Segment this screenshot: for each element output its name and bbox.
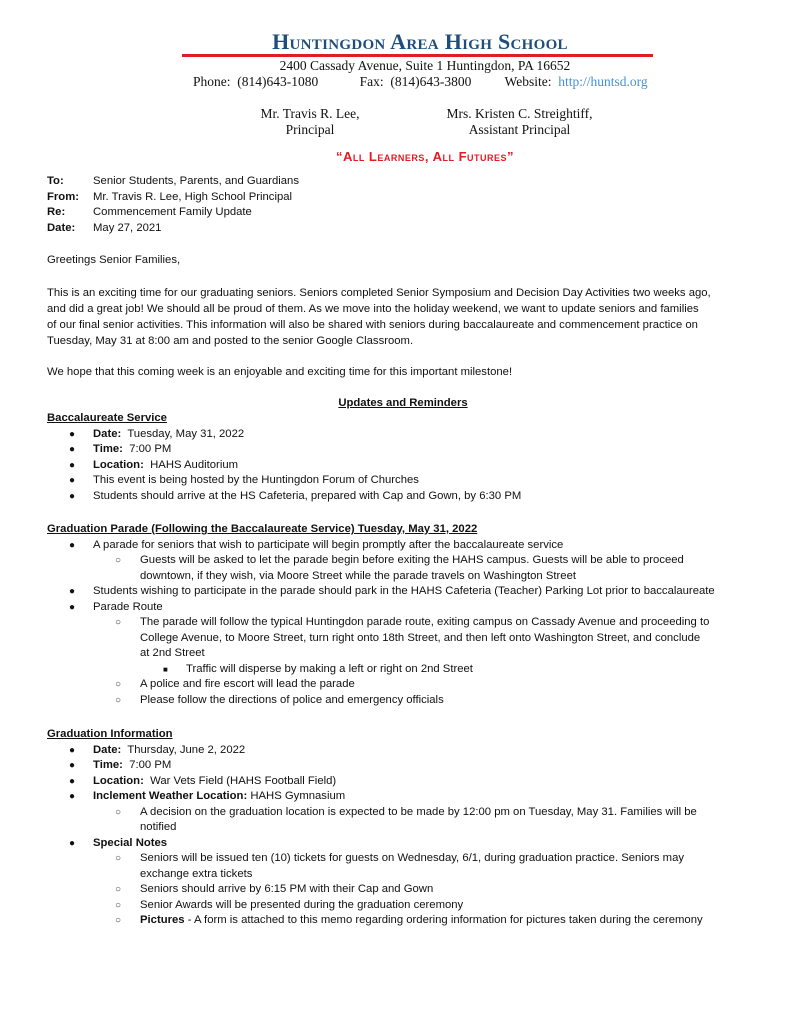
list-item: [47, 458, 767, 474]
parade-section: [47, 522, 767, 708]
school-motto: “All Learners, All Futures”: [335, 149, 515, 164]
closing-paragraph: We hope that this coming week is an enjoyable and exciting time for this important milestone!: [47, 366, 513, 378]
circle-bullet-icon: ○: [115, 884, 122, 895]
memo-from-row: [47, 190, 299, 206]
item-text-line: Seniors will be issued ten (10) tickets for guests on Wednesday, 6/1, during graduation practice. Seniors may: [140, 852, 684, 864]
memo-from-label: From:: [47, 190, 80, 203]
item-value: War Vets Field (HAHS Football Field): [150, 774, 337, 787]
sub-list-item: [47, 851, 767, 882]
list-item: [47, 836, 767, 852]
website-link[interactable]: http://huntsd.org: [558, 74, 648, 89]
list-item: [47, 789, 767, 805]
sub-list-item: [47, 898, 767, 914]
item-text: Seniors should arrive by 6:15 PM with their Cap and Gown: [140, 883, 434, 895]
item-label: Pictures: [140, 914, 185, 926]
item-value: 7:00 PM: [129, 443, 172, 455]
memo-date-label: Date:: [47, 221, 76, 234]
list-item: [47, 743, 767, 759]
bullet-icon: ●: [69, 539, 76, 551]
item-text-line: notified: [140, 821, 177, 833]
circle-bullet-icon: ○: [115, 853, 122, 864]
intro-line: Tuesday, May 31 at 8:00 am and posted to the senior Google Classroom.: [47, 335, 414, 347]
item-label: Date:: [93, 427, 122, 440]
sub-list-item: [47, 553, 767, 584]
school-address: 2400 Cassady Avenue, Suite 1 Huntingdon, PA 16652: [279, 58, 571, 73]
memo-date-row: [47, 221, 299, 237]
fax-label: Fax:: [359, 74, 384, 89]
item-label: Inclement Weather Location:: [93, 790, 248, 802]
item-text: Please follow the directions of police and emergency officials: [140, 693, 444, 706]
bullet-icon: ●: [69, 837, 76, 849]
memo-date-value: May 27, 2021: [93, 221, 162, 234]
greeting: Greetings Senior Families,: [47, 254, 181, 266]
bullet-icon: ●: [69, 490, 76, 502]
item-text-line: Guests will be asked to let the parade begin before exiting the HAHS campus. Guests will be able to proceed: [140, 554, 684, 566]
item-text-line: College Avenue, to Moore Street, turn right onto 18th Street, and then left onto Washington Street, and conclude: [140, 631, 701, 644]
contact-line: [193, 73, 663, 90]
list-item: [47, 600, 767, 616]
list-item: [47, 538, 767, 554]
intro-line: This is an exciting time for our graduating seniors. Seniors completed Senior Symposium and Decision Day Activities two weeks ago,: [47, 287, 711, 299]
item-text-line: exchange extra tickets: [140, 867, 253, 880]
baccalaureate-heading: Baccalaureate Service: [47, 412, 167, 424]
memo-re-label: Re:: [47, 206, 66, 218]
assistant-principal-name: Mrs. Kristen C. Streightiff,: [446, 106, 593, 121]
memo-re-value: Commencement Family Update: [93, 206, 252, 218]
list-item: [47, 774, 767, 790]
intro-line: of our final senior activities. This information will also be shared with seniors during baccalaureate and commencement practice on: [47, 319, 698, 331]
item-label: Location:: [93, 774, 144, 787]
sub-list-item: [47, 693, 767, 709]
baccalaureate-section: [47, 411, 767, 504]
item-label: Time:: [93, 759, 123, 771]
item-text: A police and fire escort will lead the parade: [140, 678, 355, 690]
item-text-line: The parade will follow the typical Huntingdon parade route, exiting campus on Cassady Avenue and proceeding to: [140, 616, 710, 628]
list-item: [47, 427, 767, 443]
school-name: Huntingdon Area High School: [272, 29, 568, 54]
item-value: Thursday, June 2, 2022: [127, 743, 246, 756]
phone-number: (814)643-1080: [237, 74, 319, 89]
item-text: A parade for seniors that wish to participate will begin promptly after the baccalaureate service: [93, 538, 564, 551]
intro-line: and did a great job! We should all be proud of them. As we move into the holiday weekend, we want to update seniors and families: [47, 303, 699, 315]
sub-sub-list-item: [47, 662, 767, 678]
sub-list-item: [47, 882, 767, 898]
item-text: Senior Awards will be presented during the graduation ceremony: [140, 898, 464, 911]
item-label: Time:: [93, 443, 123, 455]
updates-heading: Updates and Reminders: [338, 397, 468, 409]
circle-bullet-icon: ○: [115, 694, 122, 706]
item-label: Special Notes: [93, 836, 168, 849]
item-text: Students wishing to participate in the parade should park in the HAHS Cafeteria (Teacher) Parking Lot prior to baccalaureate: [93, 585, 715, 597]
circle-bullet-icon: ○: [115, 806, 122, 818]
intro-paragraph: [47, 285, 759, 349]
item-text-line: A decision on the graduation location is expected to be made by 12:00 pm on Tuesday, May 31. Families will be: [140, 805, 697, 818]
bullet-icon: ●: [69, 744, 76, 756]
item-value: Tuesday, May 31, 2022: [127, 427, 245, 440]
item-value: HAHS Auditorium: [150, 458, 239, 471]
memo-to-value: Senior Students, Parents, and Guardians: [93, 175, 299, 187]
graduation-heading: Graduation Information: [47, 728, 173, 740]
list-item: [47, 758, 767, 774]
circle-bullet-icon: ○: [115, 679, 122, 690]
list-item: [47, 489, 767, 505]
website-label: Website:: [504, 74, 552, 89]
principal-block: [245, 106, 375, 138]
item-text: Parade Route: [93, 600, 163, 613]
list-item: [47, 442, 767, 458]
item-value: HAHS Gymnasium: [250, 790, 346, 802]
item-text-line: at 2nd Street: [140, 647, 205, 659]
list-item: [47, 473, 767, 489]
sub-list-item: [47, 805, 767, 836]
sub-list-item: [47, 913, 767, 929]
square-bullet-icon: ■: [163, 664, 168, 674]
assistant-principal-title: Assistant Principal: [468, 122, 571, 137]
bullet-icon: ●: [69, 475, 76, 486]
memo-from-value: Mr. Travis R. Lee, High School Principal: [93, 190, 293, 203]
item-text: Traffic will disperse by making a left or right on 2nd Street: [186, 662, 473, 675]
bullet-icon: ●: [69, 791, 76, 802]
circle-bullet-icon: ○: [115, 617, 122, 628]
circle-bullet-icon: ○: [115, 915, 122, 926]
memo-re-row: [47, 205, 299, 221]
item-text: - A form is attached to this memo regarding ordering information for pictures taken during the ceremony: [184, 914, 703, 926]
memo-to-row: [47, 174, 299, 190]
list-item: [47, 584, 767, 600]
sub-list-item: [47, 677, 767, 693]
bullet-icon: ●: [69, 459, 76, 471]
phone-label: Phone:: [193, 74, 231, 89]
item-text-line: downtown, if they wish, via Moore Street while the parade travels on Washington Street: [140, 569, 576, 582]
sub-list-item: [47, 615, 767, 662]
bullet-icon: ●: [69, 760, 76, 771]
circle-bullet-icon: ○: [115, 555, 122, 566]
item-label: Location:: [93, 458, 144, 471]
bullet-icon: ●: [69, 586, 76, 597]
item-text: Students should arrive at the HS Cafeteria, prepared with Cap and Gown, by 6:30 PM: [93, 489, 522, 502]
item-text: This event is being hosted by the Huntingdon Forum of Churches: [93, 474, 419, 486]
bullet-icon: ●: [69, 775, 76, 787]
parade-heading: Graduation Parade (Following the Baccalaureate Service) Tuesday, May 31, 2022: [47, 523, 478, 535]
principal-name: Mr. Travis R. Lee,: [260, 106, 360, 121]
item-label: Date:: [93, 743, 122, 756]
bullet-icon: ●: [69, 444, 76, 455]
fax-number: (814)643-3800: [390, 74, 472, 89]
bullet-icon: ●: [69, 428, 76, 440]
principal-title: Principal: [285, 122, 335, 137]
circle-bullet-icon: ○: [115, 899, 122, 911]
memo-to-label: To:: [47, 175, 64, 187]
graduation-section: [47, 727, 767, 929]
bullet-icon: ●: [69, 601, 76, 613]
assistant-principal-block: [432, 106, 607, 138]
memo-header: [47, 174, 299, 236]
item-value: 7:00 PM: [129, 759, 172, 771]
